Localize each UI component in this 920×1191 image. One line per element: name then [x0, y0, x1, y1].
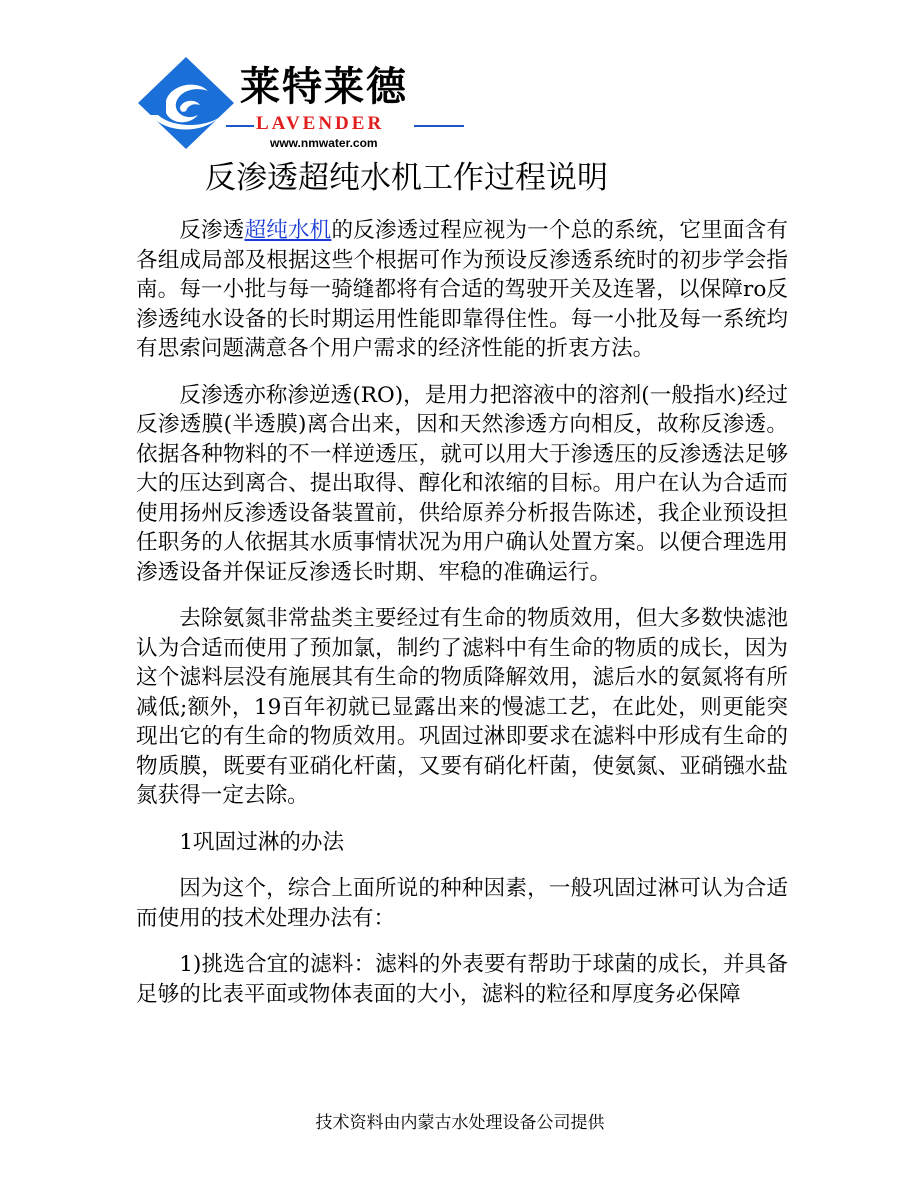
company-logo: [136, 55, 466, 155]
paragraph-1-lead: 反渗透: [179, 218, 245, 243]
section-heading: 1巩固过淋的办法: [179, 829, 345, 855]
paragraph-2: 反渗透亦称渗逆透(RO)，是用力把溶液中的溶剂(一般指水)经过反渗透膜(半透膜)离合出来，因和天然渗透方向相反，故称反渗透。依据各种物料的不一样逆透压，就可以用大于渗透压的反渗透法足够大的压达到离合、提出取得、醇化和浓缩的目标。用户在认为合适而使用扬州反渗透设备装置前，供给原养分析报告陈述，我企业预设担任职务的人依据其水质事情状况为用户确认处置方案。以便合理选用渗透设备并保证反渗透长时期、牢稳的准确运行。: [136, 382, 788, 585]
paragraph-3: 去除氨氮非常盐类主要经过有生命的物质效用，但大多数快滤池认为合适而使用了预加氯，制约了滤料中有生命的物质的成长，因为这个滤料层没有施展其有生命的物质降解效用，滤后水的氨氮将有所减低;额外，19百年初就已显露出来的慢滤工艺，在此处，则更能突现出它的有生命的物质效用。巩固过淋即要求在滤料中形成有生命的物质膜，既要有亚硝化杆菌，又要有硝化杆菌，使氨氮、亚硝镪水盐氮获得一定去除。: [136, 606, 788, 808]
paragraph-5: 因为这个，综合上面所说的种种因素，一般巩固过淋可认为合适而使用的技术处理办法有：: [136, 876, 788, 931]
brand-name-chinese: 莱特莱德: [240, 64, 408, 110]
paragraph-1-rest: 的反渗透过程应视为一个总的系统，它里面含有各组成局部及根据这些个根据可作为预设反渗透系统时的初步学会指南。每一小批与每一骑缝都将有合适的驾驶开关及连署，以保障ro反渗透纯水设备的长时期运用性能即靠得住性。每一小批及每一系统均有思索问题满意各个用户需求的经济性能的折衷方法。: [136, 218, 788, 361]
page-footer: 技术资料由内蒙古水处理设备公司提供: [315, 1113, 605, 1133]
product-link[interactable]: 超纯水机: [244, 218, 332, 243]
document-title: 反渗透超纯水机工作过程说明: [205, 160, 608, 196]
document-body: [136, 216, 788, 1026]
brand-divider-right: [414, 125, 464, 127]
brand-website: www.nmwater.com: [270, 136, 378, 150]
paragraph-6: 1)挑选合宜的滤料：滤料的外表要有帮助于球菌的成长，并具备足够的比表平面或物体表面的大小，滤料的粒径和厚度务必保障: [136, 952, 788, 1007]
brand-divider-left: [226, 125, 254, 127]
paragraph-1: [136, 216, 788, 364]
brand-name-english: LAVENDER: [256, 113, 385, 134]
lavender-diamond-icon: [136, 55, 236, 151]
